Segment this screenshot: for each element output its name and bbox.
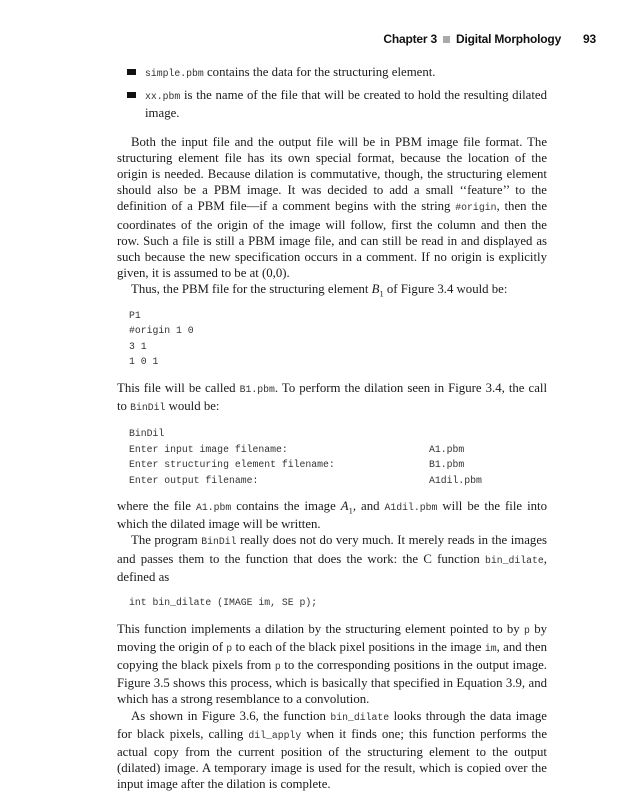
- inline-code: simple.pbm: [145, 68, 204, 79]
- bullet-marker: [127, 69, 136, 75]
- page-number: 93: [583, 32, 596, 46]
- inline-code: #origin: [455, 202, 497, 214]
- paragraph: The program BinDil really does not do very much. It merely reads in the images and passes them to the function that does the work: the C function bin_dilate, defined as: [117, 533, 547, 584]
- bullet-text: is the name of the file that will be created to hold the resulting dilated image.: [145, 88, 547, 121]
- inline-code: bin_dilate: [485, 554, 544, 566]
- inline-code: A1dil.pbm: [384, 502, 438, 514]
- paragraph: As shown in Figure 3.6, the function bin_dilate looks through the data image for black pixels, calling dil_apply when it finds one; this function performs the actual copy from the current position of the structuring element to the output (dilated) image. A temporary image is used for the result, which is copied over the input image after the dilation is complete.: [117, 708, 547, 792]
- code-block-prototype: int bin_dilate (IMAGE im, SE p);: [129, 597, 318, 609]
- chapter-title: Digital Morphology: [455, 32, 562, 46]
- inline-code: p: [524, 624, 530, 636]
- bullet-item: [117, 64, 547, 82]
- separator-square: [443, 36, 450, 43]
- paragraph: This file will be called B1.pbm. To perform the dilation seen in Figure 3.4, the call to BinDil would be:: [117, 380, 547, 413]
- inline-code: BinDil: [130, 401, 166, 413]
- paragraph: Both the input file and the output file will be in PBM image file format. The structuring element file has its own special format, because the location of the origin is needed. Because dilation is commutative, though, the structuring element should also be a PBM image. It was decided to add a small ‘‘feature’’ to the definition of a PBM file—if a comment begins with the string #origin, then the coordinates of the origin of the image will follow, first the column and then the row. Such a file is still a PBM image file, and can still be read in and displayed as such because the new specification occurs in a comment. If no origin is explicitly given, it is assumed to be at (0,0).: [117, 134, 548, 281]
- paragraph: Thus, the PBM file for the structuring element $B_1$ of Figure 3.4 would be:: [131, 282, 508, 299]
- inline-code: xx.pbm: [145, 91, 181, 103]
- inline-code: p: [274, 660, 281, 672]
- bullet-text: contains the data for the structuring element.: [203, 65, 436, 79]
- chapter-label: Chapter 3: [383, 32, 437, 46]
- math-var: B: [371, 282, 380, 297]
- math-var: A: [340, 499, 349, 514]
- code-block-pbm: P1 #origin 1 0 3 1 1 0 1: [129, 309, 194, 368]
- inline-code: p: [226, 642, 233, 654]
- paragraph: This function implements a dilation by the structuring element pointed to by p by moving the origin of p to each of the black pixel positions in the image im, and then copying the black pixels from p to the corresponding positions in the output image. Figure 3.5 shows this process, which is basically that specified in Equation 3.9, and which has a strong resemblance to a convolution.: [117, 621, 547, 707]
- inline-code: im: [484, 642, 497, 654]
- inline-code: dil_apply: [248, 729, 302, 741]
- code-block-bindil: BinDil Enter input image filename: A1.pbm Enter structuring element filename: B1.pbm Enter output filename: A1dil.pbm: [129, 428, 482, 486]
- bullet-marker: [127, 92, 136, 98]
- body-text: [117, 64, 547, 793]
- running-header: [383, 32, 596, 46]
- inline-code: B1.pbm: [239, 383, 275, 395]
- inline-code: bin_dilate: [330, 711, 390, 723]
- bullet-item: [117, 87, 547, 121]
- paragraph: where the file A1.pbm contains the image $A_1$, and A1dil.pbm will be the file into which the dilated image will be written.: [117, 499, 547, 532]
- inline-code: BinDil: [201, 536, 237, 548]
- inline-code: A1.pbm: [195, 502, 232, 514]
